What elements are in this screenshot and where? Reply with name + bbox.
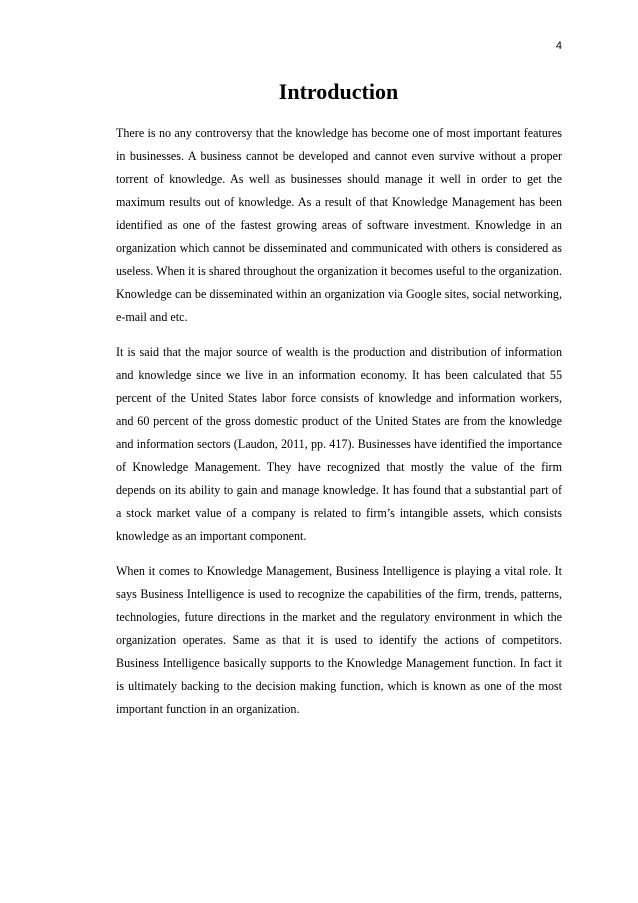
paragraph: It is said that the major source of wealth is the production and distribution of information and knowledge since we live in an information economy. It has been calculated that 55 percent of the United States labor force consists of knowledge and information workers, and 60 percent of the gross domestic product of the United States are from the knowledge and information sectors (Laudon, 2011, pp. 417). Businesses have identified the importance of Knowledge Management. They have recognized that mostly the value of the firm depends on its ability to gain and manage knowledge. It has found that a substantial part of a stock market value of a company is related to firm’s intangible assets, which consists knowledge as an important component. [116,345,562,543]
body-text [116,122,562,733]
page-title: Introduction [278,79,399,104]
paragraph: When it comes to Knowledge Management, Business Intelligence is playing a vital role. It says Business Intelligence is used to recognize the capabilities of the firm, trends, patterns, technologies, future directions in the market and the regulatory environment in which the organization operates. Same as that it is used to identify the actions of competitors. Business Intelligence basically supports to the Knowledge Management function. In fact it is ultimately backing to the decision making function, which is known as one of the most important function in an organization. [116,564,562,716]
page-number: 4 [555,40,562,52]
paragraph: There is no any controversy that the knowledge has become one of most important features in businesses. A business cannot be developed and cannot even survive without a proper torrent of knowledge. As well as businesses should manage it well in order to get the maximum results out of knowledge. As a result of that Knowledge Management has been identified as one of the fastest growing areas of software investment. Knowledge in an organization which cannot be disseminated and communicated with others is considered as useless. When it is shared throughout the organization it becomes useful to the organization. Knowledge can be disseminated within an organization via Google sites, social networking, e-mail and etc. [116,126,562,324]
